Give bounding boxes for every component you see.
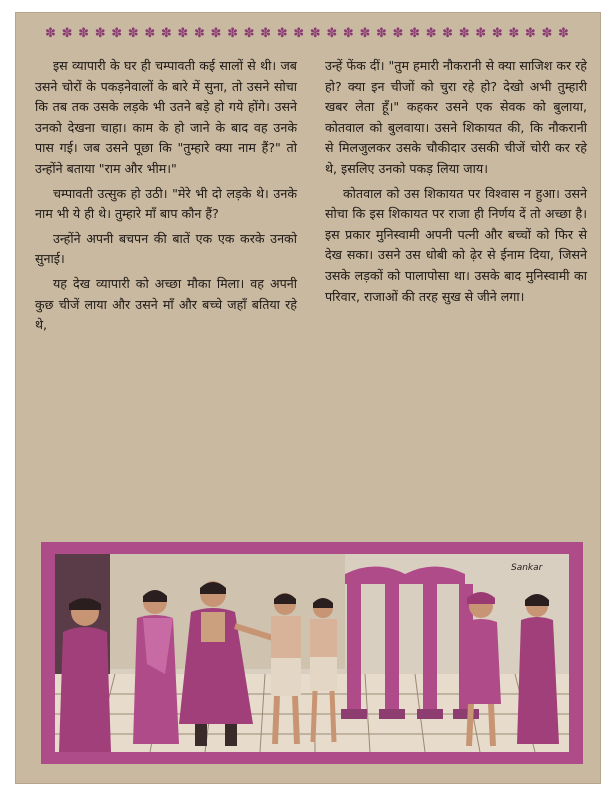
border-ornament-icon: ✽ — [276, 26, 288, 41]
border-ornament-icon: ✽ — [45, 26, 56, 41]
border-ornament-icon: ✽ — [508, 26, 520, 41]
paragraph: यह देख व्यापारी को अच्छा मौका मिला। वह अपनी कुछ चीजें लाया और उसने माँ और बच्चे जहाँ बतिया रहे थे, — [35, 275, 297, 333]
border-ornament-icon: ✽ — [309, 26, 321, 41]
border-ornament-icon: ✽ — [409, 26, 420, 41]
border-ornament-icon: ✽ — [425, 26, 437, 41]
border-ornament-icon: ✽ — [144, 26, 156, 41]
border-ornament-icon: ✽ — [160, 26, 172, 41]
border-ornament-icon: ✽ — [94, 26, 106, 41]
border-ornament-icon: ✽ — [475, 26, 487, 41]
story-illustration — [41, 542, 583, 764]
left-column — [35, 56, 297, 340]
border-ornament-icon: ✽ — [227, 26, 238, 41]
border-ornament-icon: ✽ — [541, 26, 553, 41]
border-ornament-icon: ✽ — [243, 26, 255, 41]
decorative-border — [43, 24, 571, 44]
border-ornament-icon: ✽ — [392, 26, 404, 41]
border-ornament-icon: ✽ — [78, 26, 90, 41]
border-ornament-icon: ✽ — [111, 26, 123, 41]
border-ornament-icon: ✽ — [177, 26, 189, 41]
border-ornament-icon: ✽ — [524, 26, 536, 41]
border-ornament-icon: ✽ — [375, 26, 387, 41]
artist-signature: Sankar — [511, 563, 543, 573]
paragraph: चम्पावती उत्सुक हो उठी। "मेरे भी दो लड़के थे। उनके नाम भी ये ही थे। तुम्हारे माँ बाप कौन हैं? — [35, 185, 297, 222]
right-column — [325, 56, 587, 311]
border-ornament-icon: ✽ — [326, 26, 338, 41]
border-ornament-icon: ✽ — [558, 26, 569, 41]
border-ornament-icon: ✽ — [458, 26, 470, 41]
border-ornament-icon: ✽ — [210, 26, 222, 41]
border-ornament-icon: ✽ — [442, 26, 454, 41]
paragraph: कोतवाल को उस शिकायत पर विश्वास न हुआ। उसने सोचा कि इस शिकायत पर राजा ही निर्णय दें तो अच्छा है। इस प्रकार मुनिस्वामी अपनी पत्नी और बच्चों को फिर से देख सका। उसने उस धोबी को ढ़ेर से ईनाम दिया, जिसने उसके लड़कों को पालापोसा था। उसके बाद मुनिस्वामी का परिवार, राजाओं की तरह सुख से जीने लगा। — [325, 185, 587, 304]
border-ornament-icon: ✽ — [359, 26, 371, 41]
story-text — [35, 56, 587, 536]
border-ornament-icon: ✽ — [61, 26, 73, 41]
paragraph: उन्हें फेंक दीं। "तुम हमारी नौकरानी से क्या साजिश कर रहे हो? क्या इन चीजों को चुरा रहे हो? देखो अभी तुम्हारी खबर लेता हूँ।" कहकर उसने एक सेवक को बुलाया, कोतवाल को बुलवाया। उसने शिकायत की, कि नौकरानी से मिलजुलकर उसके चौकीदार उसकी चीजें चोरी कर रहे थे, इसलिए उनको पकड़ लिया जाय। — [325, 58, 587, 176]
paragraph: इस व्यापारी के घर ही चम्पावती कई सालों से थी। जब उसने चोरों के पकड़नेवालों के बारे में सुना, तो उसने सोचा कि तब तक उसके लड़के भी उतने बड़े हो गये होंगे। उसने उनको देखना चाहा। काम के हो जाने के बाद वह उनके पास गई। जब उसने पूछा कि "तुम्हारे क्या नाम हैं?" तो उन्होंने बताया "राम और भीम।" — [35, 58, 297, 176]
border-ornament-icon: ✽ — [193, 26, 205, 41]
comic-page — [15, 12, 601, 784]
border-ornament-icon: ✽ — [293, 26, 305, 41]
paragraph: उन्होंने अपनी बचपन की बातें एक एक करके उनको सुनाई। — [35, 230, 297, 267]
border-ornament-icon: ✽ — [342, 26, 354, 41]
illustration-scene — [55, 554, 569, 752]
border-ornament-icon: ✽ — [260, 26, 272, 41]
border-ornament-icon: ✽ — [491, 26, 503, 41]
border-ornament-icon: ✽ — [127, 26, 139, 41]
